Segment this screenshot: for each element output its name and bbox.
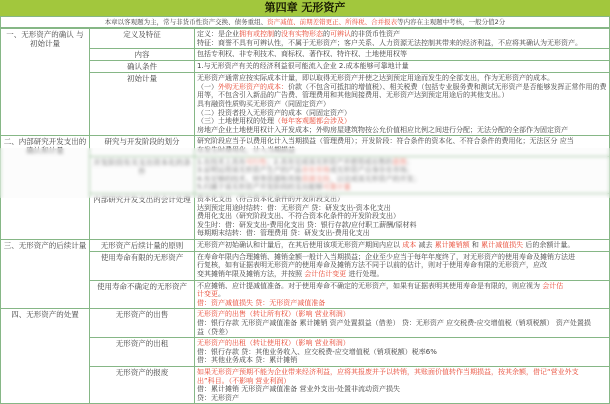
content-line <box>197 290 607 299</box>
content-line <box>197 39 607 48</box>
text-segment: 或无形资产自身存在市场； <box>329 166 414 175</box>
content-line <box>197 126 607 135</box>
content-line <box>197 158 607 167</box>
content-line <box>197 50 607 59</box>
section-cell: 二、内部研究开发支出的确认和计量 <box>1 136 90 240</box>
table-row <box>1 280 610 309</box>
text-segment: 借：资产减值损失 贷：无形资产减值准备 <box>197 298 326 307</box>
content-line <box>197 91 607 100</box>
text-segment: 借：银行存款 贷：其他业务收入、应交税费-应交增值税（销项税额）税率6% <box>197 347 437 356</box>
text-segment: 在发生时费用化，计入当期损益 <box>197 145 295 154</box>
text-segment: （一） <box>197 82 218 91</box>
row-content <box>195 136 610 156</box>
text-segment: 会计估 <box>542 281 564 290</box>
table-row <box>1 136 610 156</box>
text-segment: 在寿命年限内合理摊销、摊销金额一般计入当期损益；企业至少应当于每年年度终了，对无形资产的使用寿命及摊销方法进 <box>197 252 575 261</box>
content-line <box>197 299 607 308</box>
text-segment: 发生时：借：研发支出-费用化支出 贷：银行存款/应付职工薪酬/原材料 <box>197 220 417 229</box>
chapter-intro-note <box>0 17 610 28</box>
content-line <box>197 377 607 386</box>
row-content <box>195 156 610 193</box>
table-row <box>1 156 610 193</box>
text-segment: 1.在技术上具有 <box>197 157 246 166</box>
row-label: 无形资产后续计量的原则 <box>90 239 195 251</box>
section-cell: 四、无形资产的处置 <box>1 309 90 404</box>
text-segment: 可行性 <box>245 157 267 166</box>
content-line <box>197 253 607 262</box>
text-segment: 可靠计量 <box>322 183 351 192</box>
content-line <box>197 356 607 365</box>
text-segment: 减去 <box>416 240 435 249</box>
text-segment: 变其摊销年限及摊销方法，并按照 <box>197 270 305 279</box>
text-segment: 房地产企业土地使用权计入开发成本；外购房屋建筑物按公允价值相应比例之间进行分配；无法分配的全部作为固定资产 <box>197 125 568 134</box>
table-row <box>1 309 610 338</box>
row-content <box>195 29 610 49</box>
content-line <box>197 30 607 39</box>
content-line <box>197 261 607 270</box>
row-label: 无形资产的报废 <box>90 367 195 404</box>
text-segment: 5.归属于该无形资产开发阶段的支出能够 <box>197 183 323 192</box>
text-segment: 计变更 <box>197 290 218 299</box>
row-label: 初始计量 <box>90 73 195 136</box>
text-segment: 后的余额计量。 <box>523 240 575 249</box>
text-segment: 会计估计变更 <box>304 270 347 279</box>
row-content <box>195 73 610 136</box>
chapter-title: 第四章 无形资产 <box>0 0 610 17</box>
row-content <box>195 193 610 239</box>
content-line <box>197 212 607 221</box>
notes-table-body <box>1 29 610 404</box>
content-line <box>197 328 607 337</box>
table-row <box>1 338 610 367</box>
content-line <box>197 310 607 319</box>
text-segment: 无形资产的出租（转让使用权）（影响 营业利润） <box>197 339 350 348</box>
content-line <box>197 146 607 155</box>
text-segment: 累计减值损失 <box>481 240 524 249</box>
text-segment: 拥有或控制 <box>239 30 274 38</box>
text-segment: 4.有足够的技术、财务资源和其他 <box>197 174 302 183</box>
table-row <box>1 193 610 239</box>
text-segment: 1.与无形资产有关的经济利益很可能流入企业 2.成本能够可靠地计量 <box>197 62 409 71</box>
text-segment: 包括专利权、非专利技术、商标权、著作权、特许权、土地使用权等 <box>197 50 407 59</box>
row-content <box>195 280 610 309</box>
content-line <box>197 195 607 204</box>
content-line <box>197 117 607 126</box>
text-segment: 没有实物形态 <box>281 30 323 38</box>
text-segment: 的 <box>323 30 330 38</box>
content-line <box>197 270 607 279</box>
row-content <box>195 309 610 338</box>
text-segment: 借：累计摊销 无形资产减值准备 营业外支出-处置非流动资产损失 <box>197 385 400 394</box>
row-content <box>195 251 610 280</box>
row-label: 定义及特征 <box>90 29 195 49</box>
text-segment: （三）土地使用权的处理 <box>197 117 274 126</box>
text-segment: 不应摊销、应计提减值准备。对于使用寿命不确定的无形资产，如果有证据表明其使用寿命是有限的，则应视为 <box>197 281 543 290</box>
content-line <box>197 394 607 403</box>
text-segment: ，以完成该无形资产的开发； <box>329 174 421 183</box>
row-label: 确认条件 <box>90 61 195 73</box>
content-line <box>197 183 607 192</box>
section-cell: 三、无形资产的后续计量 <box>1 239 90 309</box>
text-segment: 本章以客观题为主，常与非货币性资产交换、债务重组、 <box>104 18 268 26</box>
section-cell: 一、无形资产的确认 与初始计量 <box>1 29 90 136</box>
row-label: 内容 <box>90 49 195 61</box>
table-row <box>1 239 610 251</box>
text-segment: 累计摊销额 <box>434 240 470 249</box>
text-segment: 外购无形资产的成本： <box>218 82 288 91</box>
text-segment: 行复核，如有证据表明无形资产的使用寿命及摊销方法不同于以前的估计，则对于使用寿命有限的无形资产，应改 <box>197 261 547 270</box>
text-segment: 益（贷差） <box>197 327 232 336</box>
content-line <box>197 385 607 394</box>
content-line <box>197 241 607 250</box>
text-segment: （每年客观题都会涉及） <box>274 117 351 126</box>
row-label: 研究与开发阶段的划分 <box>90 136 195 156</box>
text-segment: ； <box>406 157 414 166</box>
row-content <box>195 367 610 404</box>
text-segment: 无形资产初始确认和计量后，在其后使用该项无形资产期间内应以 <box>197 240 403 249</box>
text-segment: ；2.具有完成该无形资产并使用或出售的 <box>266 157 393 166</box>
text-segment: 用等，不包含引入新品的广告费、管理费用和其他间接费用、无形资产达到预定用途后的其他支出。） <box>197 91 509 100</box>
content-line <box>197 74 607 83</box>
table-row <box>1 61 610 73</box>
text-segment: 无形资产的出售（转让所有权）（影响 营业利润） <box>197 310 350 319</box>
table-row <box>1 251 610 280</box>
text-segment: 意图 <box>392 157 407 166</box>
text-segment: 价款（不包含可抵扣的增值税）、相关税费（包括专业服务费和测试无形资产是否能够发挥正常作用的费 <box>288 82 607 91</box>
row-content <box>195 239 610 251</box>
text-segment: 的非货币性资产 <box>351 30 400 38</box>
table-row <box>1 49 610 61</box>
content-line <box>197 83 607 92</box>
text-segment: 具有融资性质购买无形资产（同固定资产） <box>197 99 330 108</box>
text-segment: 资源支持 <box>301 174 330 183</box>
text-segment: 。 <box>218 290 225 299</box>
row-content <box>195 49 610 61</box>
text-segment: 费用化支出（研究阶段支出、不符合资本化条件的开发阶段支出） <box>197 212 400 221</box>
row-label: 使用寿命有限的无形资产 <box>90 251 195 280</box>
text-segment: 贷：无形资产 <box>197 393 239 402</box>
content-line <box>197 109 607 118</box>
text-segment: 定义：是企业 <box>197 30 239 38</box>
content-line <box>197 368 607 377</box>
table-row <box>1 73 610 136</box>
text-segment: 3.证明运用该无形资产生产的产品 <box>197 166 302 175</box>
text-segment: 借：其他业务成本 贷：累计摊销 <box>197 356 298 365</box>
text-segment: 借：银行存款 无形资产减值准备 累计摊销 资产处置损益（借差） 贷：无形资产 应交税费-应交增值税（销项税额） 资产处置损 <box>197 319 591 328</box>
text-segment: 特征：商誉不具有可辨认性，不属于无形资产；客户关系、人力资源无法控制其带来的经济利益，不应将其确认为无形资产。 <box>197 38 582 47</box>
content-line <box>197 62 607 71</box>
text-segment: 每期期末结转：借：管理费用 贷：研发支出-费用化支出 <box>197 229 370 238</box>
content-line <box>197 229 607 238</box>
content-line <box>197 175 607 184</box>
text-segment: 如果无形资产预期不能为企业带来经济利益，应将其报废并予以转销，其账面价值转作当期损益，按其余额，借记“营业外支 <box>197 368 579 376</box>
content-line <box>197 348 607 357</box>
row-label: 无形资产的出租 <box>90 338 195 367</box>
text-segment: 资本化支出（符合资本化条件的开发阶段支出） <box>197 194 344 203</box>
text-segment: 达到预定用途时结转：借：无形资产 贷：研发支出-资本化支出 <box>197 203 391 212</box>
text-segment: 可辨认 <box>330 30 351 38</box>
content-line <box>197 204 607 213</box>
text-segment: 存在市场 <box>301 166 330 175</box>
content-line <box>197 166 607 175</box>
row-content <box>195 338 610 367</box>
text-segment: 和 <box>469 240 482 249</box>
text-segment: 进行处理。 <box>346 270 384 279</box>
text-segment: 成本 <box>402 240 417 249</box>
row-label: 内部研究开发支出的会计处理 <box>90 193 195 239</box>
text-segment: 资产减值、前期差错更正、所得税、合并报表 <box>267 18 398 26</box>
row-label: 使用寿命不确定的无形资产 <box>90 280 195 309</box>
text-segment: 出”科目。（不影响 营业利润） <box>197 376 291 385</box>
table-row <box>1 367 610 404</box>
text-segment: 等内容在主观题中考核，一般分值2分 <box>397 18 506 26</box>
text-segment: 的 <box>274 30 281 38</box>
text-segment: 研究阶段应当予以费用化计入当期损益（管理费用）；开发阶段：符合条件的资本化、不符合条件的费用化；无法区分 应当 <box>197 137 574 146</box>
content-line <box>197 319 607 328</box>
content-line <box>197 100 607 109</box>
content-line <box>197 282 607 291</box>
text-segment: （二）投资者投入无形资产的成本（同固定资产） <box>197 108 351 117</box>
row-label: 开发阶段有关支出资本化的条件 <box>90 156 195 193</box>
content-line <box>197 221 607 230</box>
row-content <box>195 61 610 73</box>
content-line <box>197 339 607 348</box>
content-line <box>197 137 607 146</box>
notes-table <box>0 28 610 404</box>
text-segment: 无形资产通常应按实际成本计量，即以取得无形资产并使之达到预定用途而发生的全部支出，作为无形资产的成本。 <box>197 74 554 83</box>
row-label: 无形资产的出售 <box>90 309 195 338</box>
table-row <box>1 29 610 49</box>
